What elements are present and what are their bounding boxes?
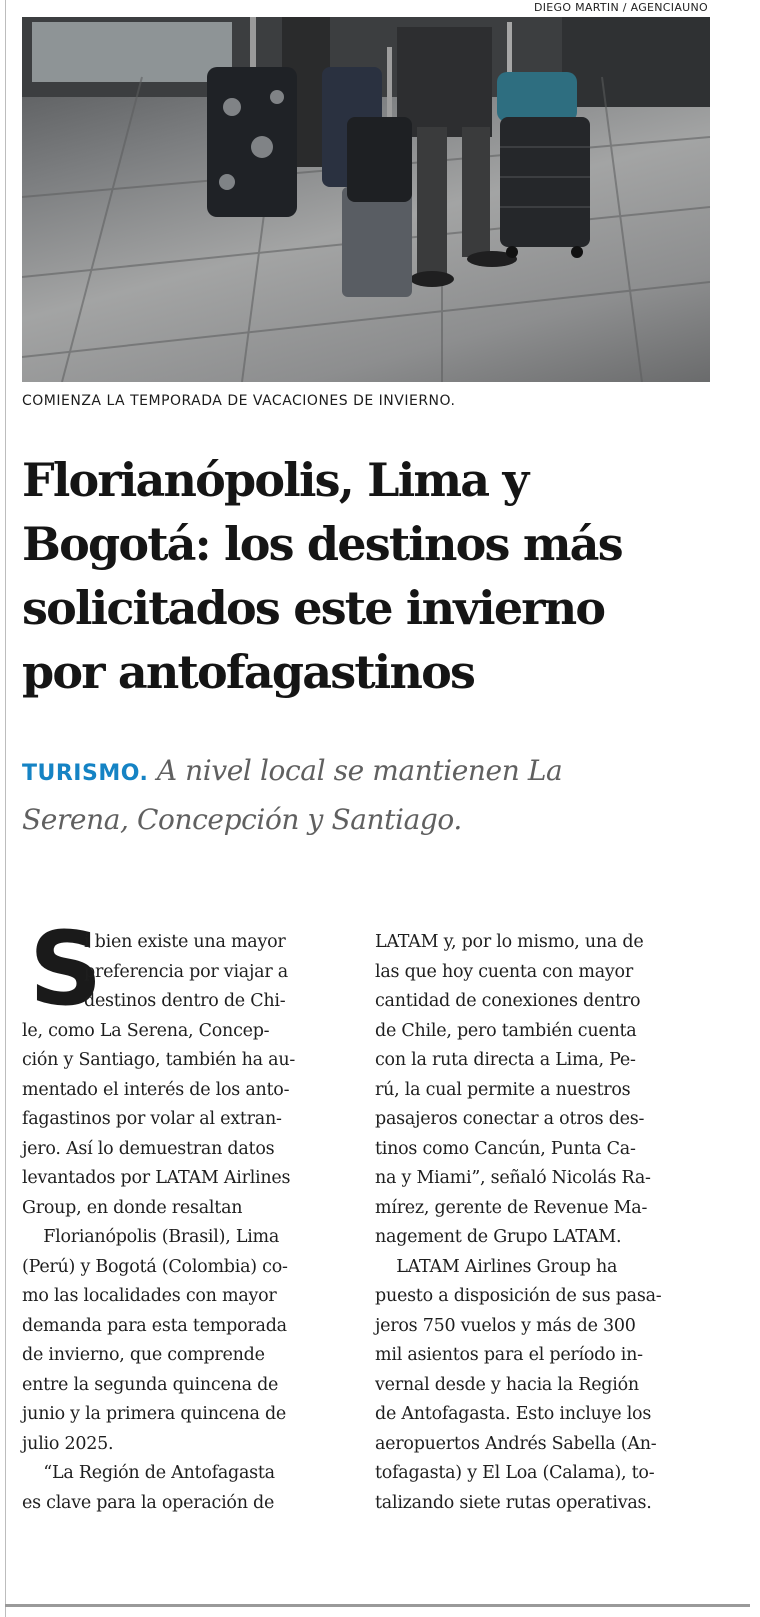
photo-credit: DIEGO MARTIN / AGENCIAUNO [533, 1, 708, 14]
body-line: cantidad de conexiones dentro [375, 991, 641, 1011]
body-line: destinos dentro de Chi- [84, 991, 286, 1011]
headline-line: Florianópolis, Lima y [22, 453, 528, 507]
body-line: fagastinos por volar al extran- [22, 1109, 282, 1129]
body-line: ción y Santiago, también ha au- [22, 1050, 296, 1070]
deck [22, 748, 722, 843]
body-column-right [375, 928, 705, 1518]
body-line: preferencia por viajar a [84, 961, 288, 982]
headline-line: por antofagastinos [22, 645, 475, 699]
body-line: (Perú) y Bogotá (Colombia) co- [22, 1256, 288, 1277]
deck-text-1: A nivel local se mantienen La [156, 754, 563, 787]
body-line: puesto a disposición de sus pasa- [375, 1286, 662, 1306]
body-line: talizando siete rutas operativas. [375, 1492, 652, 1513]
body-line: Florianópolis (Brasil), Lima [22, 1227, 280, 1247]
body-line: tofagasta) y El Loa (Calama), to- [375, 1463, 655, 1483]
deck-text-2: Serena, Concepción y Santiago. [22, 803, 462, 836]
body-line: de Chile, pero también cuenta [375, 1020, 637, 1041]
body-line: le, como La Serena, Concep- [22, 1020, 270, 1041]
body-line: mil asientos para el período in- [375, 1345, 643, 1365]
body-line: de Antofagasta. Esto incluye los [375, 1404, 652, 1424]
body-line: con la ruta directa a Lima, Pe- [375, 1050, 636, 1070]
body-line: vernal desde y hacia la Región [375, 1374, 639, 1395]
body-line: demanda para esta temporada [22, 1315, 287, 1336]
body-line: pasajeros conectar a otros des- [375, 1109, 645, 1129]
body-column-left [22, 928, 352, 1518]
body-line: tinos como Cancún, Punta Ca- [375, 1138, 636, 1159]
photo-caption: COMIENZA LA TEMPORADA DE VACACIONES DE INVIERNO. [22, 393, 456, 409]
drop-cap: S [29, 910, 103, 1029]
body-line: na y Miami”, señaló Nicolás Ra- [375, 1168, 651, 1188]
body-line: mentado el interés de los anto- [22, 1079, 290, 1100]
body-line: Group, en donde resaltan [22, 1197, 243, 1218]
article-photo [22, 17, 710, 382]
headline [22, 448, 722, 704]
body-line: mo las localidades con mayor [22, 1286, 277, 1306]
body-line: jero. Así lo demuestran datos [22, 1138, 275, 1159]
body-line: LATAM Airlines Group ha [375, 1256, 618, 1277]
body-line: mírez, gerente de Revenue Ma- [375, 1197, 648, 1218]
body-line: de invierno, que comprende [22, 1345, 265, 1365]
body-line: nagement de Grupo LATAM. [375, 1227, 622, 1247]
section-kicker: TURISMO. [22, 761, 149, 786]
body-line: i bien existe una mayor [84, 932, 286, 952]
body-line: LATAM y, por lo mismo, una de [375, 932, 644, 952]
body-line: entre la segunda quincena de [22, 1374, 279, 1395]
body-line: jeros 750 vuelos y más de 300 [375, 1315, 636, 1336]
body-line: es clave para la operación de [22, 1492, 275, 1513]
body-line: levantados por LATAM Airlines [22, 1168, 291, 1188]
headline-line: Bogotá: los destinos más [22, 517, 622, 571]
headline-line: solicitados este invierno [22, 581, 605, 635]
body-line: julio 2025. [22, 1433, 114, 1454]
body-line: junio y la primera quincena de [22, 1404, 287, 1424]
bottom-divider [5, 1604, 750, 1607]
body-line: “La Región de Antofagasta [22, 1463, 275, 1483]
body-line: aeropuertos Andrés Sabella (An- [375, 1433, 657, 1454]
luggage-photo-illustration [22, 17, 710, 382]
column-divider [5, 0, 6, 1617]
body-line: las que hoy cuenta con mayor [375, 961, 633, 982]
body-line: rú, la cual permite a nuestros [375, 1079, 631, 1100]
